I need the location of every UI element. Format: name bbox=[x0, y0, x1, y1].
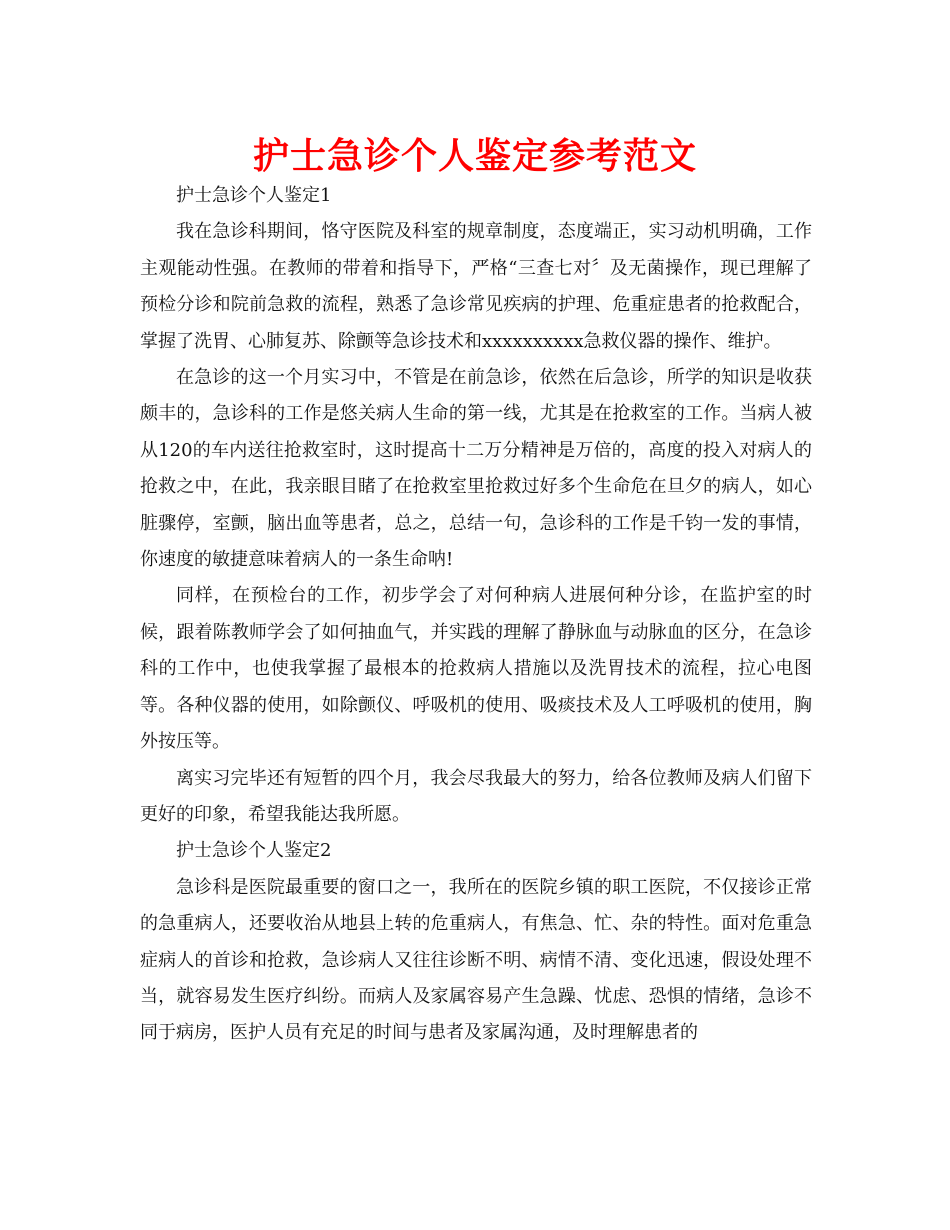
paragraph: 同样，在预检台的工作，初步学会了对何种病人进展何种分诊，在监护室的时候，跟着陈教师学会了如何抽血气，并实践的理解了静脉血与动脉血的区分，在急诊科的工作中，也使我掌握了最根本的抢救病人措施以及洗胃技术的流程，拉心电图等。各种仪器的使用，如除颤仪、呼吸机的使用、吸痰技术及人工呼吸机的使用，胸外按压等。 bbox=[140, 585, 812, 753]
paragraph: 离实习完毕还有短暂的四个月，我会尽我最大的努力，给各位教师及病人们留下更好的印象，希望我能达我所愿。 bbox=[140, 767, 812, 825]
paragraph: 我在急诊科期间，恪守医院及科室的规章制度，态度端正，实习动机明确，工作主观能动性强。在教师的带着和指导下，严格“三查七对〞及无菌操作，现已理解了预检分诊和院前急救的流程，熟悉了急诊常见疾病的护理、危重症患者的抢救配合，掌握了洗胃、心肺复苏、除颤等急诊技术和xxxxxxxxxx急救仪器的操作、维护。 bbox=[140, 221, 812, 352]
document-body bbox=[140, 178, 812, 1052]
section-heading-2: 护士急诊个人鉴定2 bbox=[176, 840, 332, 862]
section-heading-1: 护士急诊个人鉴定1 bbox=[176, 185, 332, 206]
paragraph: 在急诊的这一个月实习中，不管是在前急诊，依然在后急诊，所学的知识是收获颇丰的，急诊科的工作是悠关病人生命的第一线，尤其是在抢救室的工作。当病人被从120的车内送往抢救室时，这时提高十二万分精神是万倍的，高度的投入对病人的抢救之中，在此，我亲眼目睹了在抢救室里抢救过好多个生命危在旦夕的病人，如心脏骤停，室颤，脑出血等患者，总之，总结一句，急诊科的工作是千钧一发的事情，你速度的敏捷意味着病人的一条生命呐! bbox=[140, 367, 812, 571]
document-title: 护士急诊个人鉴定参考范文 bbox=[252, 136, 697, 177]
paragraph: 急诊科是医院最重要的窗口之一，我所在的医院乡镇的职工医院，不仅接诊正常的急重病人，还要收治从地县上转的危重病人，有焦急、忙、杂的特性。面对危重急症病人的首诊和抢救，急诊病人又往往诊断不明、病情不清、变化迅速，假设处理不当，就容易发生医疗纠纷。而病人及家属容易产生急躁、忧虑、恐惧的情绪，急诊不同于病房，医护人员有充足的时间与患者及家属沟通，及时理解患者的 bbox=[140, 876, 812, 1044]
